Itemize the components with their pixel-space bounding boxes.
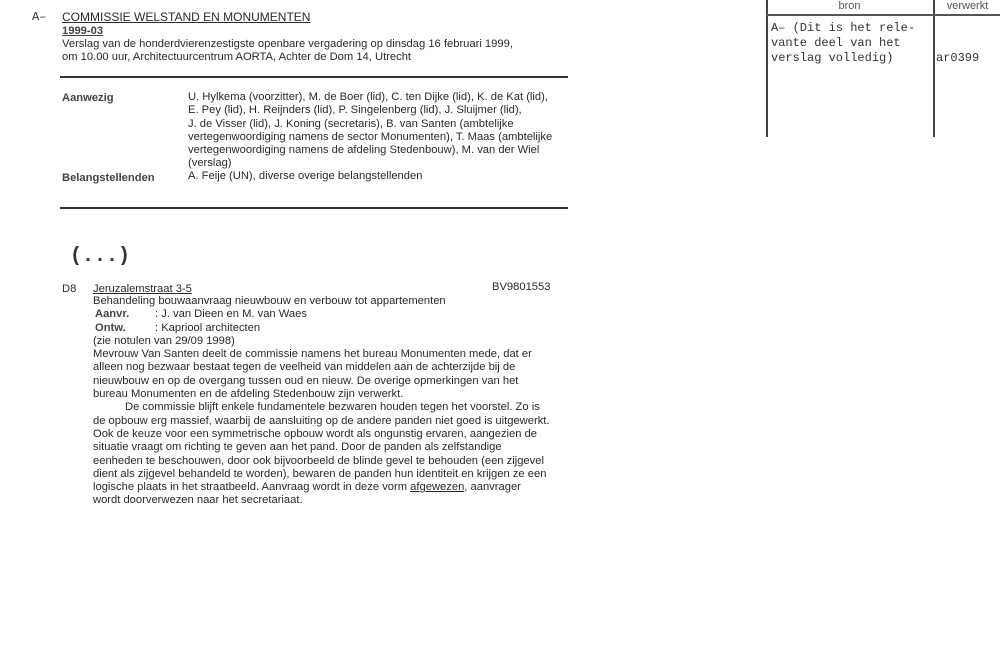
- present-line: vertegenwoordiging namens de sector Monumenten), T. Maas (ambtelijke: [188, 130, 553, 143]
- present-list: [188, 91, 552, 171]
- paragraph-line: alleen nog bezwaar bestaat tegen de veelheid van middelen aan de achterzijde bij de: [93, 361, 516, 374]
- item-note: (zie notulen van 29/09 1998): [93, 334, 235, 347]
- meeting-line-2: om 10.00 uur, Architectuurcentrum AORTA, Achter de Dom 14, Utrecht: [62, 51, 412, 63]
- item-body: [93, 295, 550, 508]
- meeting-number: 1999-03: [62, 25, 104, 37]
- divider: [60, 207, 568, 209]
- present-line: J. de Visser (lid), J. Koning (secretaris), B. van Santen (ambtelijke: [188, 117, 514, 130]
- document-title: COMMISSIE WELSTAND EN MONUMENTEN: [62, 10, 311, 24]
- source-line: A– (Dit is het rele-: [771, 21, 916, 35]
- present-label: Aanwezig: [62, 92, 114, 104]
- item-code: D8: [62, 283, 77, 295]
- meeting-line-1: Verslag van de honderdvierenzestigste openbare vergadering op dinsdag 16 februari 1999,: [62, 38, 513, 50]
- source-cell: [771, 21, 915, 66]
- applicant-label: Aanvr.: [95, 308, 130, 321]
- item-reference: BV9801553: [492, 281, 551, 293]
- divider: [60, 76, 568, 78]
- col-header-source: bron: [838, 0, 861, 12]
- item-subject: Behandeling bouwaanvraag nieuwbouw en verbouw tot appartementen: [93, 295, 446, 307]
- omission-mark: (...): [70, 245, 131, 268]
- designer-row: [93, 322, 550, 335]
- present-line: vertegenwoordiging namens de afdeling Stedenbouw), M. van der Wiel: [188, 144, 540, 157]
- item-address: Jeruzalemstraat 3-5: [93, 283, 192, 295]
- paragraph-line: dient als zijgevel behandeld te worden), bewaren de panden hun identiteit en krijgen ze een: [93, 467, 547, 480]
- applicant-row: [93, 308, 550, 321]
- paragraph-line: wordt doorverwezen naar het secretariaat.: [93, 494, 303, 507]
- designer-value: : Kapriool architecten: [155, 321, 261, 334]
- paragraph-line: Ook de keuze voor een symmetrische opbouw wordt als ongunstig ervaren, aangezien de: [93, 427, 538, 440]
- decision-line: [93, 481, 550, 494]
- table-border: [766, 0, 768, 137]
- table-border: [766, 14, 1000, 16]
- interested-label: Belangstellenden: [62, 172, 155, 184]
- source-line: vante deel van het: [771, 36, 901, 50]
- decision-text: , aanvrager: [464, 481, 521, 494]
- designer-label: Ontw.: [95, 321, 126, 334]
- applicant-value: : J. van Dieen en M. van Waes: [155, 308, 307, 321]
- paragraph-line: situatie vraagt om richting te geven aan het pand. Door de panden als zelfstandige: [93, 441, 502, 454]
- decision: afgewezen: [410, 481, 465, 494]
- paragraph-line: De commissie blijft enkele fundamentele bezwaren houden tegen het voorstel. Zo is: [125, 401, 540, 414]
- present-line: (verslag): [188, 157, 232, 170]
- source-line: verslag volledig): [771, 51, 894, 65]
- paragraph-line: eenheden te beschouwen, door ook bijvoorbeeld de blinde gevel te behouden (een zijgevel: [93, 454, 544, 467]
- present-line: U. Hylkema (voorzitter), M. de Boer (lid), C. ten Dijke (lid), K. de Kat (lid),: [188, 91, 548, 103]
- processed-cell: ar0399: [936, 51, 980, 65]
- decision-text: logische plaats in het straatbeeld. Aanvraag wordt in deze vorm: [93, 481, 411, 494]
- margin-mark: A–: [32, 10, 47, 24]
- present-line: E. Pey (lid), H. Reijnders (lid), P. Singelenberg (lid), J. Sluijmer (lid),: [188, 104, 522, 117]
- interested-text: A. Feije (UN), diverse overige belangstellenden: [188, 170, 423, 182]
- paragraph-line: Mevrouw Van Santen deelt de commissie namens het bureau Monumenten mede, dat er: [93, 348, 532, 361]
- table-border: [933, 0, 935, 137]
- col-header-processed: verwerkt: [946, 0, 989, 12]
- paragraph-line: bureau Monumenten en de afdeling Stedenbouw zijn verwerkt.: [93, 388, 404, 401]
- paragraph-line: nieuwbouw en op de overgang tussen oud en nieuw. De overige opmerkingen van het: [93, 374, 519, 387]
- paragraph-line: de opbouw erg massief, waarbij de aansluiting op de andere panden niet goed is uitgewerkt.: [93, 414, 550, 427]
